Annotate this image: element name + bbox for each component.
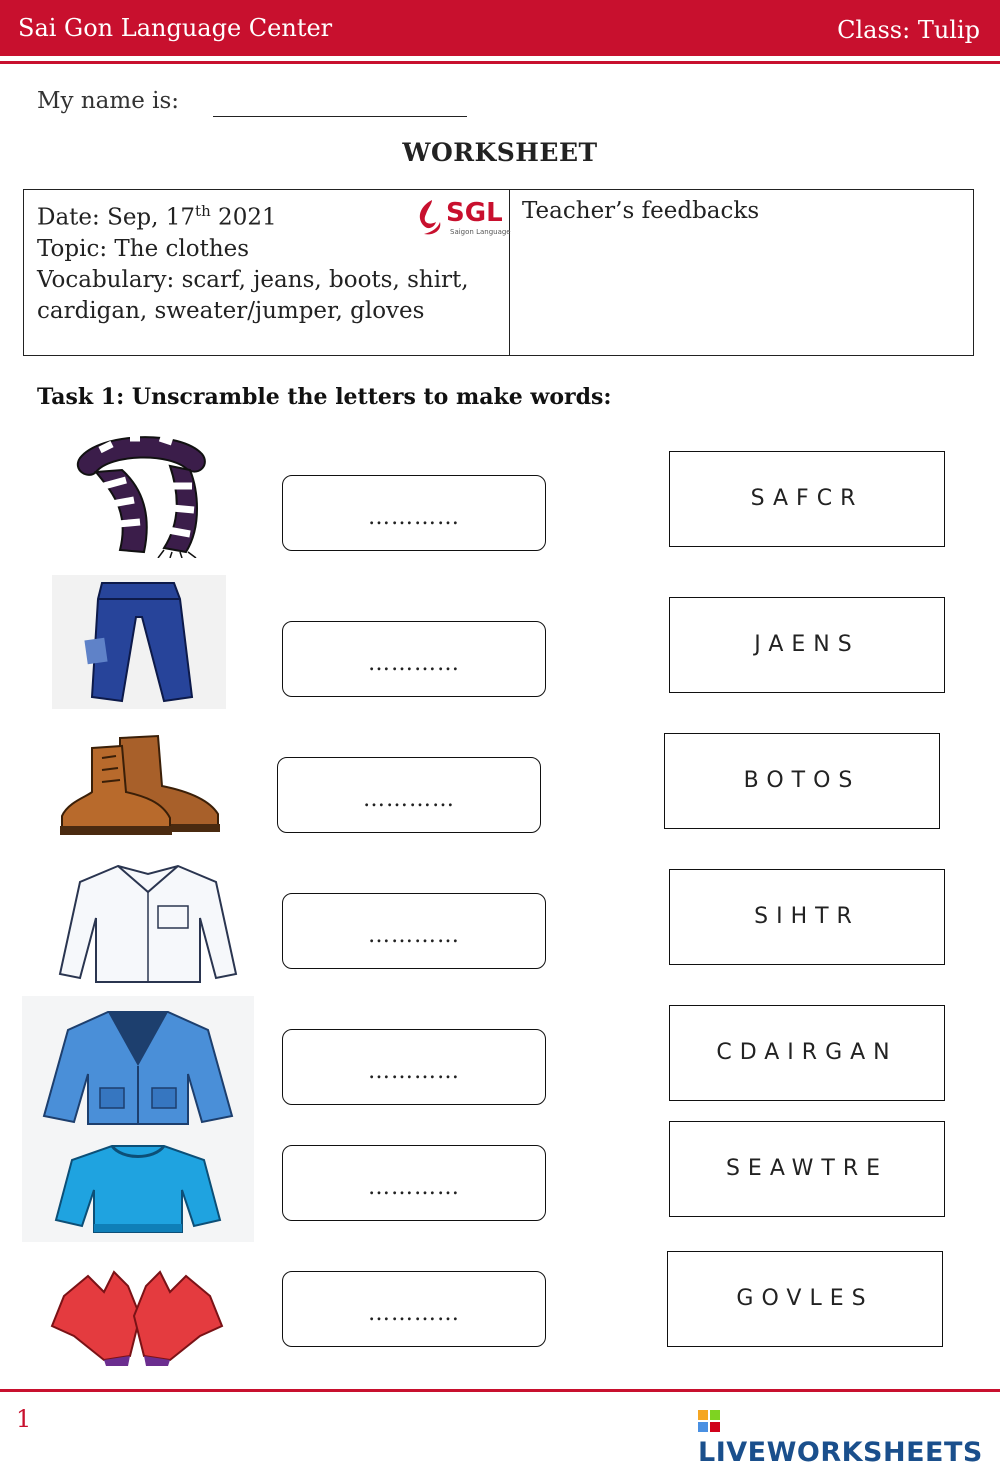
- liveworksheets-grid-icon: [698, 1408, 720, 1430]
- answer-box-sweater[interactable]: …………: [282, 1145, 546, 1221]
- center-name: Sai Gon Language Center: [18, 14, 333, 42]
- boots-picture: [58, 730, 226, 840]
- sweater-picture: [22, 1136, 254, 1242]
- answer-box-gloves[interactable]: …………: [282, 1271, 546, 1347]
- page-number: 1: [16, 1405, 32, 1433]
- task1-title: Task 1: Unscramble the letters to make words:: [37, 384, 612, 410]
- date-suffix: 2021: [210, 204, 277, 231]
- scrambled-word-boots: BOTOS: [664, 733, 940, 829]
- page-title: WORKSHEET: [402, 138, 598, 167]
- date-prefix: Date: Sep, 17: [37, 204, 196, 231]
- answer-box-shirt[interactable]: …………: [282, 893, 546, 969]
- liveworksheets-logo: [698, 1406, 1000, 1468]
- scrambled-word-scarf: SAFCR: [669, 451, 945, 547]
- topic-line: Topic: The clothes: [37, 235, 250, 262]
- shirt-picture: [54, 858, 242, 984]
- scrambled-word-shirt: SIHTR: [669, 869, 945, 965]
- name-prompt: My name is:: [37, 88, 180, 114]
- sgl-logo-subtext: Saigon Language: [450, 228, 511, 236]
- footer-divider: [0, 1389, 1000, 1392]
- answer-box-scarf[interactable]: …………: [282, 475, 546, 551]
- answer-box-cardigan[interactable]: …………: [282, 1029, 546, 1105]
- sgl-logo: [414, 196, 510, 238]
- info-table: [23, 189, 974, 356]
- name-field[interactable]: [213, 116, 467, 117]
- jeans-picture: [52, 575, 226, 709]
- class-label: Class: Tulip: [837, 16, 980, 44]
- scrambled-word-gloves: GOVLES: [667, 1251, 943, 1347]
- answer-box-jeans[interactable]: …………: [282, 621, 546, 697]
- cardigan-picture: [22, 996, 254, 1136]
- answer-box-boots[interactable]: …………: [277, 757, 541, 833]
- scrambled-word-cardigan: CDAIRGAN: [669, 1005, 945, 1101]
- gloves-picture: [44, 1256, 230, 1368]
- scarf-picture: [60, 430, 220, 558]
- sgl-logo-text: SGL: [446, 198, 503, 228]
- scrambled-word-jeans: JAENS: [669, 597, 945, 693]
- liveworksheets-text: LIVEWORKSHEETS: [698, 1437, 983, 1468]
- header-bar: [0, 0, 1000, 56]
- teacher-feedback-label: Teacher’s feedbacks: [522, 198, 760, 224]
- scrambled-word-sweater: SEAWTRE: [669, 1121, 945, 1217]
- date-sup: th: [195, 202, 211, 220]
- vocabulary-line: Vocabulary: scarf, jeans, boots, shirt, cardigan, sweater/jumper, gloves: [37, 266, 469, 324]
- header-divider: [0, 61, 1000, 64]
